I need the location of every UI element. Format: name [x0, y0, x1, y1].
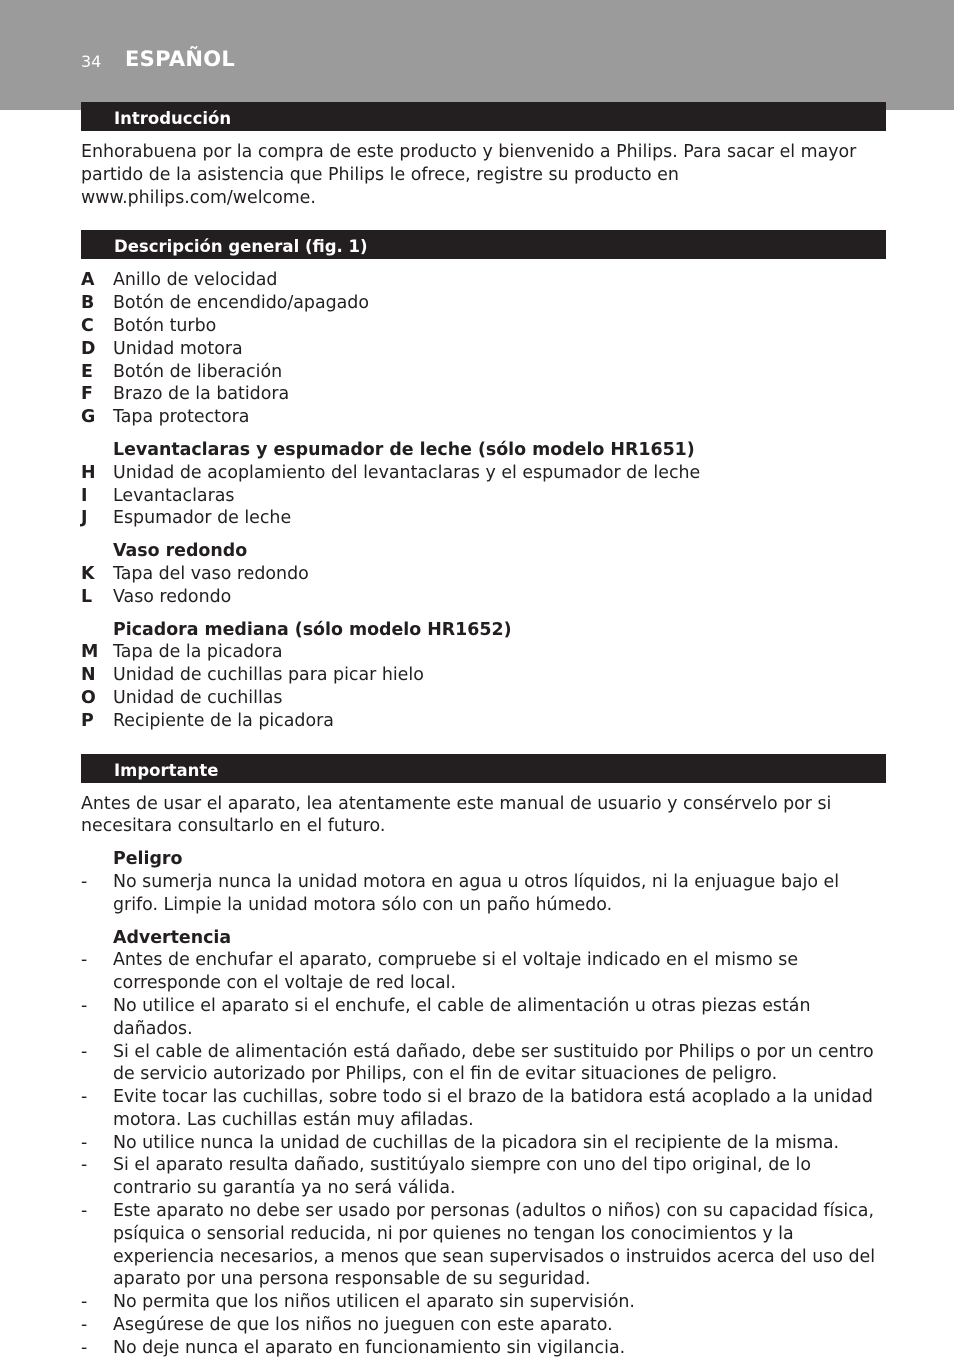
part-name: Espumador de leche	[113, 508, 292, 529]
page-content	[81, 102, 886, 1360]
language-title: ESPAÑOL	[125, 47, 236, 71]
important-intro-paragraph: Antes de usar el aparato, lea atentamente este manual de usuario y consérvelo por si necesitara consultarlo en el futuro.	[81, 793, 832, 837]
bullet-dash: -	[81, 1337, 88, 1358]
part-name: Botón de encendido/apagado	[113, 293, 369, 314]
part-name: Botón turbo	[113, 315, 217, 336]
part-list-item	[81, 462, 886, 485]
bullet-dash: -	[81, 995, 88, 1016]
part-name: Tapa protectora	[113, 407, 250, 428]
part-name: Unidad de cuchillas	[113, 687, 283, 708]
part-list-item	[81, 361, 886, 384]
part-letter: F	[81, 384, 93, 405]
part-list-item	[81, 641, 886, 664]
part-letter: J	[81, 508, 88, 529]
part-list-item	[81, 485, 886, 508]
part-list-item	[81, 710, 886, 733]
bullet-dash: -	[81, 1315, 88, 1336]
section-heading-overview: Descripción general (fig. 1)	[81, 230, 886, 259]
bullet-text: Si el cable de alimentación está dañado, debe ser sustituido por Philips o por un centro de servicio autorizado por Philips, con el fin de evitar situaciones de peligro.	[113, 1041, 874, 1085]
bullet-text: No sumerja nunca la unidad motora en agua u otros líquidos, ni la enjuague bajo el grifo. Limpie la unidad motora sólo con un paño húmedo.	[113, 871, 840, 915]
part-letter: B	[81, 293, 95, 314]
bullet-text: Este aparato no debe ser usado por personas (adultos o niños) con su capacidad física, psíquica o sensorial reducida, ni por quienes no tengan los conocimientos y la experiencia necesarios, a menos que sean supervisados o instruidos acerca del uso del aparato por una persona responsable de su seguridad.	[113, 1201, 876, 1290]
part-list-item	[81, 563, 886, 586]
bullet-list-item	[81, 1337, 886, 1360]
bullet-dash: -	[81, 1201, 88, 1222]
page-header-band	[0, 0, 954, 110]
part-name: Recipiente de la picadora	[113, 710, 334, 731]
bullet-list-item	[81, 1154, 886, 1200]
part-list-item	[81, 687, 886, 710]
bullet-text: Evite tocar las cuchillas, sobre todo si el brazo de la batidora está acoplado a la unidad motora. Las cuchillas están muy afiladas.	[113, 1087, 873, 1130]
part-name: Brazo de la batidora	[113, 384, 290, 405]
danger-list	[81, 871, 886, 917]
part-list-item	[81, 315, 886, 338]
bullet-text: No permita que los niños utilicen el aparato sin supervisión.	[113, 1292, 635, 1313]
part-letter: P	[81, 710, 94, 731]
bullet-list-item	[81, 1314, 886, 1337]
bullet-text: Antes de enchufar el aparato, compruebe si el voltaje indicado en el mismo se corresponde con el voltaje de red local.	[113, 950, 799, 994]
part-letter: A	[81, 270, 95, 291]
part-name: Tapa de la picadora	[113, 642, 283, 663]
part-letter: L	[81, 586, 93, 607]
part-letter: H	[81, 462, 96, 483]
bullet-list-item	[81, 995, 886, 1041]
part-list-item	[81, 406, 886, 429]
part-name: Levantaclaras	[113, 485, 235, 506]
part-list-item	[81, 383, 886, 406]
parts-list-whisk	[81, 462, 886, 530]
part-list-item	[81, 507, 886, 530]
intro-paragraph: Enhorabuena por la compra de este producto y bienvenido a Philips. Para sacar el mayor partido de la asistencia que Philips le ofrece, registre su producto en www.philips.com/welcome.	[81, 142, 857, 208]
part-name: Vaso redondo	[113, 586, 232, 607]
part-letter: C	[81, 315, 94, 336]
part-letter: G	[81, 407, 96, 428]
part-letter: D	[81, 338, 96, 359]
part-list-item	[81, 664, 886, 687]
bullet-dash: -	[81, 1132, 88, 1153]
subheading-beaker: Vaso redondo	[113, 541, 248, 562]
bullet-dash: -	[81, 871, 88, 892]
page-number: 34	[81, 52, 102, 71]
part-list-item	[81, 338, 886, 361]
part-letter: M	[81, 642, 99, 663]
bullet-text: Asegúrese de que los niños no jueguen con este aparato.	[113, 1315, 613, 1336]
subheading-whisk: Levantaclaras y espumador de leche (sólo modelo HR1651)	[113, 439, 695, 460]
warning-list	[81, 949, 886, 1359]
section-heading-intro: Introducción	[81, 102, 886, 131]
bullet-list-item	[81, 1132, 886, 1155]
subheading-warning: Advertencia	[113, 927, 232, 948]
bullet-text: No utilice nunca la unidad de cuchillas de la picadora sin el recipiente de la misma.	[113, 1132, 840, 1153]
part-list-item	[81, 292, 886, 315]
bullet-text: No utilice el aparato si el enchufe, el cable de alimentación u otras piezas están dañados.	[113, 995, 811, 1039]
bullet-dash: -	[81, 950, 88, 971]
bullet-dash: -	[81, 1087, 88, 1108]
parts-list-chopper	[81, 641, 886, 732]
part-name: Tapa del vaso redondo	[113, 563, 309, 584]
section-heading-important: Importante	[81, 754, 886, 783]
bullet-list-item	[81, 1200, 886, 1291]
parts-list-main	[81, 269, 886, 429]
subheading-danger: Peligro	[113, 849, 183, 870]
bullet-text: No deje nunca el aparato en funcionamiento sin vigilancia.	[113, 1337, 626, 1358]
parts-list-beaker	[81, 563, 886, 609]
bullet-list-item	[81, 1041, 886, 1087]
bullet-list-item	[81, 871, 886, 917]
bullet-list-item	[81, 949, 886, 995]
subheading-chopper: Picadora mediana (sólo modelo HR1652)	[113, 619, 512, 640]
part-name: Unidad de cuchillas para picar hielo	[113, 665, 424, 686]
part-list-item	[81, 586, 886, 609]
bullet-list-item	[81, 1086, 886, 1132]
part-letter: N	[81, 665, 96, 686]
part-list-item	[81, 269, 886, 292]
part-letter: O	[81, 687, 96, 708]
bullet-dash: -	[81, 1292, 88, 1313]
part-name: Unidad motora	[113, 338, 243, 359]
part-name: Botón de liberación	[113, 361, 283, 382]
part-letter: I	[81, 485, 88, 506]
part-letter: E	[81, 361, 93, 382]
part-name: Anillo de velocidad	[113, 270, 278, 291]
bullet-list-item	[81, 1291, 886, 1314]
part-name: Unidad de acoplamiento del levantaclaras y el espumador de leche	[113, 462, 701, 483]
part-letter: K	[81, 563, 95, 584]
bullet-text: Si el aparato resulta dañado, sustitúyalo siempre con uno del tipo original, de lo contrario su garantía ya no será válida.	[113, 1155, 811, 1199]
bullet-dash: -	[81, 1155, 88, 1176]
bullet-dash: -	[81, 1041, 88, 1062]
